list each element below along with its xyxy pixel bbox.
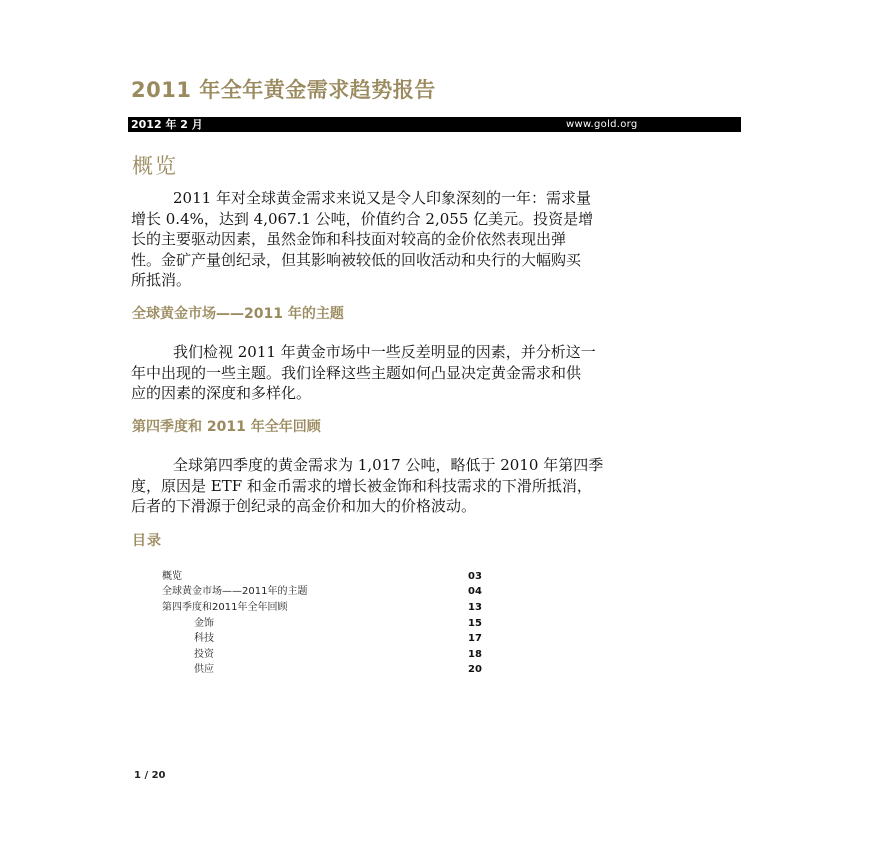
toc-entry-page: 04: [468, 586, 482, 597]
toc-entry-page: 13: [468, 602, 482, 613]
toc-entry-page: 15: [468, 618, 482, 629]
themes-line: 年中出现的一些主题。我们诠释这些主题如何凸显决定黄金需求和供: [131, 363, 582, 382]
review-heading: 第四季度和 2011 年全年回顾: [132, 419, 321, 435]
toc-entry-page: 20: [468, 664, 482, 675]
report-title: 2011 年全年黄金需求趋势报告: [131, 78, 436, 102]
overview-line: 所抵消。: [131, 271, 192, 289]
overview-line: 2011 年对全球黄金需求来说又是令人印象深刻的一年：需求量: [173, 189, 591, 207]
themes-line: 我们检视 2011 年黄金市场中一些反差明显的因素，并分析这一: [173, 343, 596, 361]
header-bar: [128, 117, 741, 132]
toc-entry-page: 18: [468, 649, 482, 660]
toc-entry-label: 概览: [162, 571, 182, 582]
toc-entry-label: 第四季度和2011年全年回顾: [162, 602, 288, 613]
toc-entry-label: 供应: [194, 664, 214, 675]
toc-entry-page: 03: [468, 571, 482, 582]
review-line: 度，原因是 ETF 和金币需求的增长被金饰和科技需求的下滑所抵消，: [131, 476, 592, 495]
overview-line: 增长 0.4%，达到 4,067.1 公吨，价值约合 2,055 亿美元。投资是增: [131, 209, 594, 228]
report-date: 2012 年 2 月: [131, 118, 203, 131]
toc-entry-label: 投资: [194, 649, 214, 660]
themes-line: 应的因素的深度和多样化。: [131, 384, 312, 402]
toc-entry-label: 科技: [194, 633, 214, 644]
themes-heading: 全球黄金市场——2011 年的主题: [132, 306, 344, 322]
page-indicator: 1 / 20: [134, 770, 166, 781]
overview-line: 性。金矿产量创纪录，但其影响被较低的回收活动和央行的大幅购买: [131, 250, 582, 269]
overview-heading: 概览: [132, 154, 178, 178]
overview-paragraph: [131, 188, 741, 291]
review-line: 全球第四季度的黄金需求为 1,017 公吨，略低于 2010 年第四季: [173, 456, 604, 474]
toc-entry-label: 金饰: [194, 618, 214, 629]
website-link[interactable]: www.gold.org: [566, 119, 638, 130]
overview-line: 长的主要驱动因素，虽然金饰和科技面对较高的金价依然表现出弹: [131, 230, 567, 248]
review-line: 后者的下滑源于创纪录的高金价和加大的价格波动。: [131, 497, 477, 515]
toc-entry-page: 17: [468, 633, 482, 644]
toc-entry-label: 全球黄金市场——2011年的主题: [162, 586, 308, 597]
review-paragraph: [131, 455, 741, 517]
toc-heading: 目录: [132, 533, 162, 549]
themes-paragraph: [131, 342, 741, 404]
